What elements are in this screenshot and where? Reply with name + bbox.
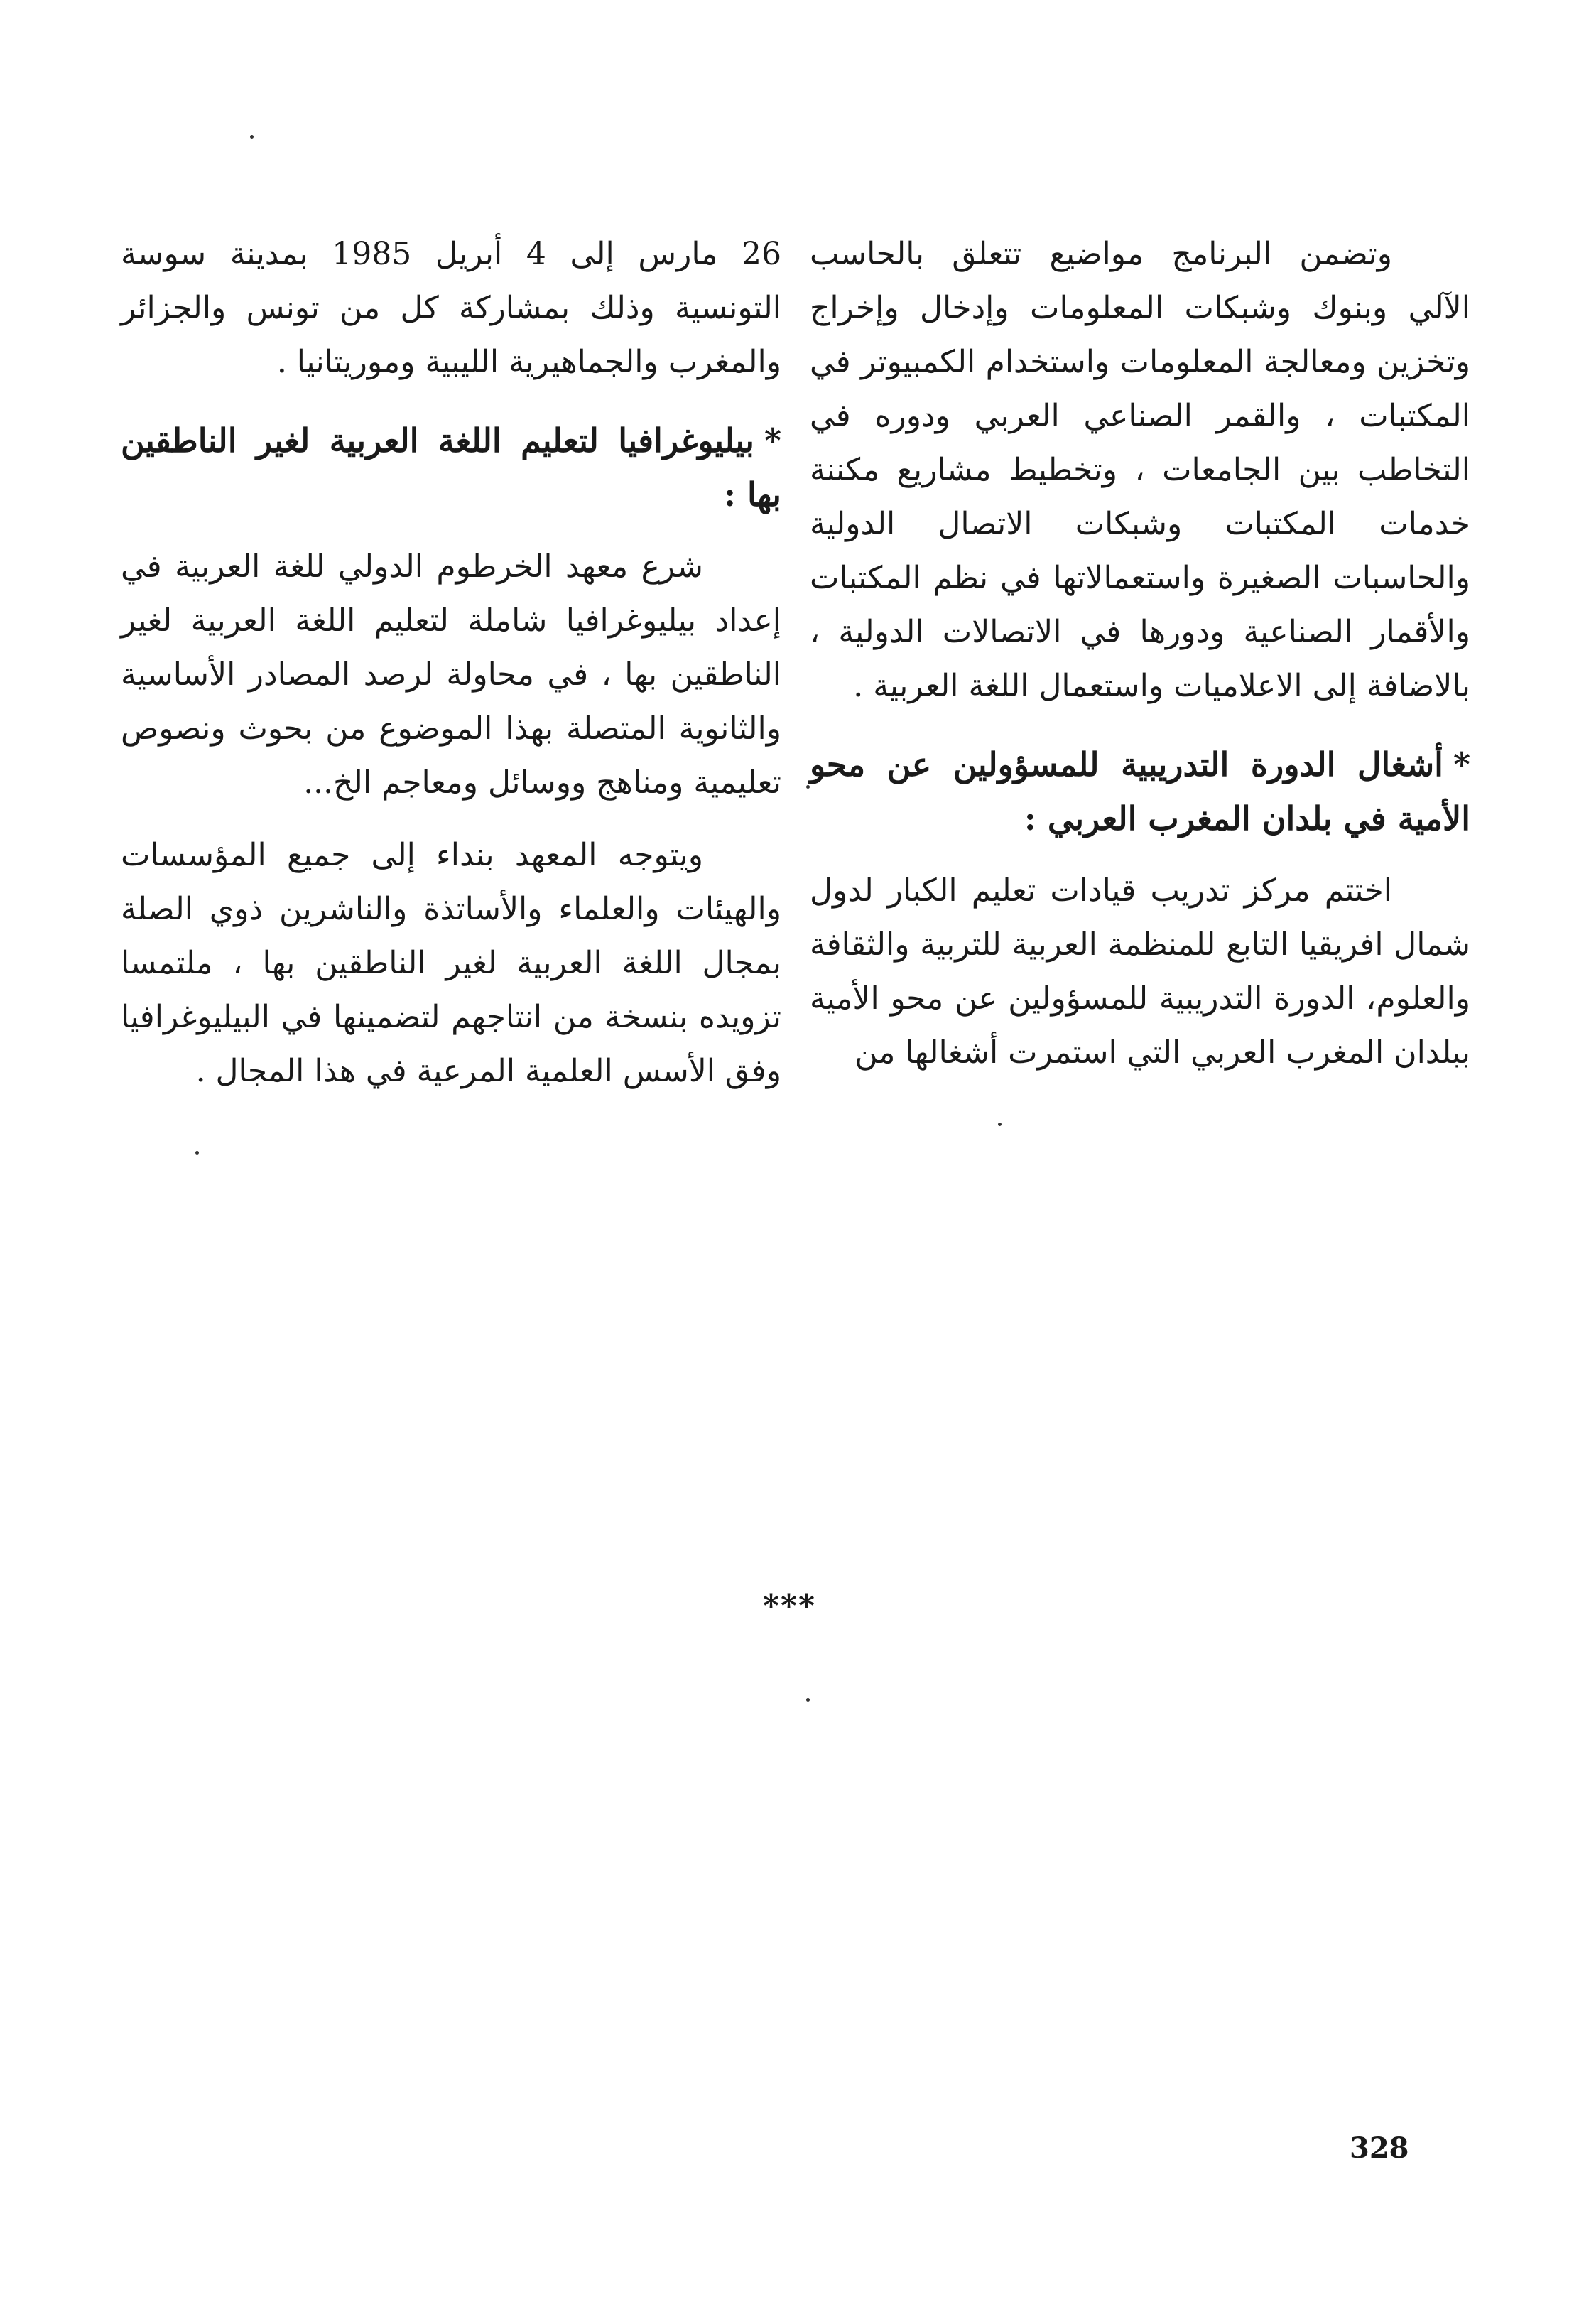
scan-speck <box>195 1151 199 1155</box>
heading-literacy-training-course <box>810 737 1470 845</box>
bullet-star: * <box>1453 745 1470 784</box>
page-number: 328 <box>1350 2131 1409 2165</box>
paragraph-khartoum-institute: شرع معهد الخرطوم الدولي للغة العربية في إعداد بيليوغرافيا شاملة لتعليم اللغة العربية لغير الناطقين بها ، في محاولة لرصد المصادر الأساسية والثانوية المتصلة بهذا الموضوع من بحوث ونصوص تعليمية ومناهج ووسائل ومعاجم الخ... <box>121 548 781 801</box>
heading-text: بيليوغرافيا لتعليم اللغة العربية لغير الناطقين بها : <box>121 421 781 514</box>
paragraph-computing-program: وتضمن البرنامج مواضيع تتعلق بالحاسب الآلي وبنوك وشبكات المعلومات وإدخال وإخراج وتخزين ومعالجة المعلومات واستخدام الكمبيوتر في المكتبات ، والقمر الصناعي العربي ودوره في التخاطب بين الجامعات ، وتخطيط مشاريع مكننة خدمات المكتبات وشبكات الاتصال الدولية والحاسبات الصغيرة واستعمالاتها في نظم المكتبات والأقمار الصناعية ودورها في الاتصالات الدولية ، بالاضافة إلى الاعلاميات واستعمال اللغة العربية . <box>810 236 1470 704</box>
right-column <box>810 227 1470 1098</box>
bullet-star: * <box>764 421 781 460</box>
left-column <box>121 227 781 1117</box>
scan-speck <box>998 1123 1002 1126</box>
paragraph-institute-appeal: ويتوجه المعهد بنداء إلى جميع المؤسسات والهيئات والعلماء والأساتذة والناشرين ذوي الصلة بمجال اللغة العربية لغير الناطقين بها ، ملتمسا تزويده بنسخة من انتاجهم لتضمينها في البيليوغرافيا وفق الأسس العلمية المرعية في هذا المجال . <box>121 837 781 1089</box>
paragraph-literacy-training: اختتم مركز تدريب قيادات تعليم الكبار لدول شمال افريقيا التابع للمنظمة العربية للتربية والثقافة والعلوم، الدورة التدريبية للمسؤولين عن محو الأمية ببلدان المغرب العربي التي استمرت أشغالها من <box>810 872 1470 1071</box>
heading-bibliography <box>121 414 781 521</box>
scan-speck <box>250 135 254 139</box>
paragraph-continuation: 26 مارس إلى 4 أبريل 1985 بمدينة سوسة التونسية وذلك بمشاركة كل من تونس والجزائر والمغرب والجماهيرية الليبية وموريتانيا . <box>121 236 781 380</box>
heading-text: أشغال الدورة التدريبية للمسؤولين عن محو الأمية في بلدان المغرب العربي : <box>810 745 1470 838</box>
scan-speck <box>806 785 810 789</box>
scan-speck <box>806 1698 810 1702</box>
section-divider: *** <box>762 1588 817 1624</box>
